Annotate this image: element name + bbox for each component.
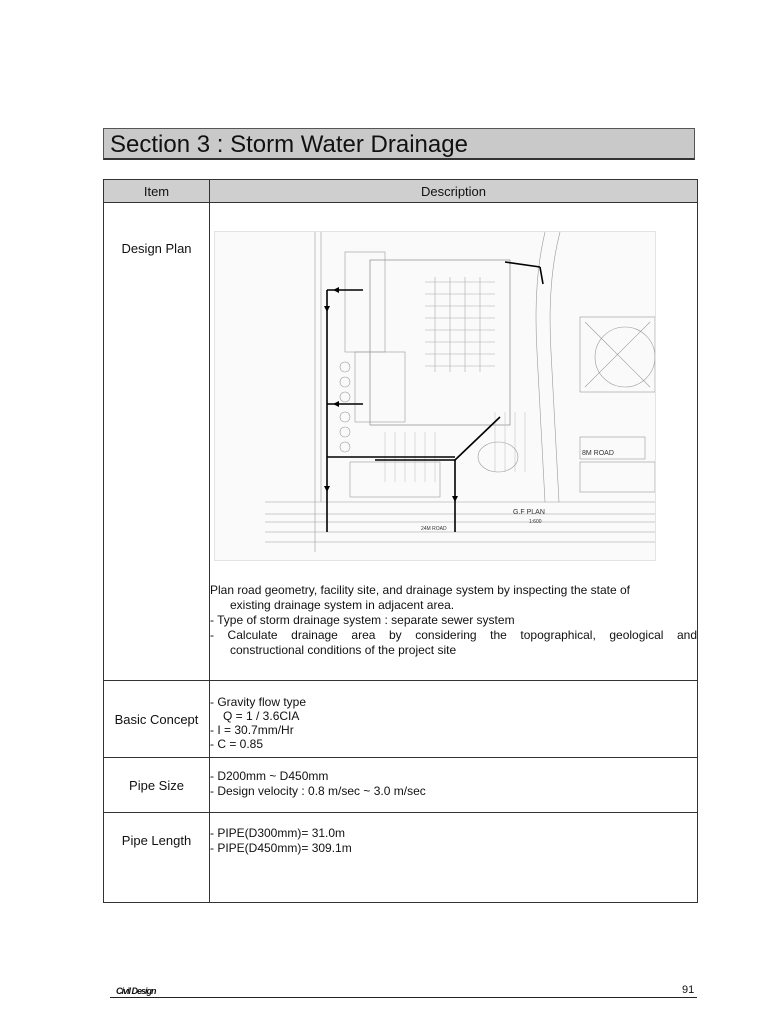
footer-divider — [110, 997, 697, 998]
basic-concept-description — [210, 681, 698, 758]
plan-label-24m-road: 24M ROAD — [421, 526, 447, 532]
table-row-basic-concept — [104, 681, 698, 758]
footer-logo: Civil Design — [116, 986, 156, 996]
site-plan-drawing — [214, 231, 656, 561]
section-title: Section 3 : Storm Water Drainage — [110, 131, 468, 158]
basic-concept-line-1: - Gravity flow type — [210, 695, 307, 709]
design-plan-line-4: - Calculate drainage area by considering the topographical, geological and — [210, 628, 697, 642]
page-number: 91 — [682, 984, 695, 996]
design-plan-line-1: Plan road geometry, facility site, and drainage system by inspecting the state of — [210, 583, 630, 597]
design-plan-line-2: existing drainage system in adjacent area. — [230, 598, 455, 612]
table-row-design-plan — [104, 203, 698, 681]
design-plan-line-5: constructional conditions of the project site — [230, 643, 457, 657]
site-plan-svg — [215, 232, 655, 560]
section-header — [103, 128, 695, 160]
pipe-size-line-1: - D200mm ~ D450mm — [210, 769, 329, 783]
table-header-row — [104, 180, 698, 203]
basic-concept-line-3: - I = 30.7mm/Hr — [210, 723, 294, 737]
header-description: Description — [210, 180, 698, 203]
pipe-size-description — [210, 758, 698, 813]
table-row-pipe-size — [104, 758, 698, 813]
plan-wrap — [210, 203, 697, 583]
plan-label-8m-road: 8M ROAD — [582, 450, 614, 457]
header-item: Item — [104, 180, 210, 203]
design-plan-description — [210, 203, 698, 681]
design-plan-line-3: - Type of storm drainage system : separate sewer system — [210, 613, 515, 627]
pipe-size-line-2: - Design velocity : 0.8 m/sec ~ 3.0 m/sec — [210, 784, 426, 798]
table-row-pipe-length — [104, 813, 698, 903]
design-plan-label: Design Plan — [104, 203, 210, 681]
basic-concept-line-4: - C = 0.85 — [210, 737, 264, 751]
plan-label-scale: 1:600 — [529, 519, 542, 525]
basic-concept-label: Basic Concept — [104, 681, 210, 758]
pipe-size-label: Pipe Size — [104, 758, 210, 813]
plan-label-gf-plan: G.F PLAN — [513, 509, 545, 516]
pipe-length-description — [210, 813, 698, 903]
drainage-table — [103, 179, 698, 903]
pipe-length-label: Pipe Length — [104, 813, 210, 903]
pipe-length-line-1: - PIPE(D300mm)= 31.0m — [210, 826, 346, 840]
basic-concept-line-2: Q = 1 / 3.6CIA — [223, 709, 300, 723]
pipe-length-line-2: - PIPE(D450mm)= 309.1m — [210, 841, 352, 855]
